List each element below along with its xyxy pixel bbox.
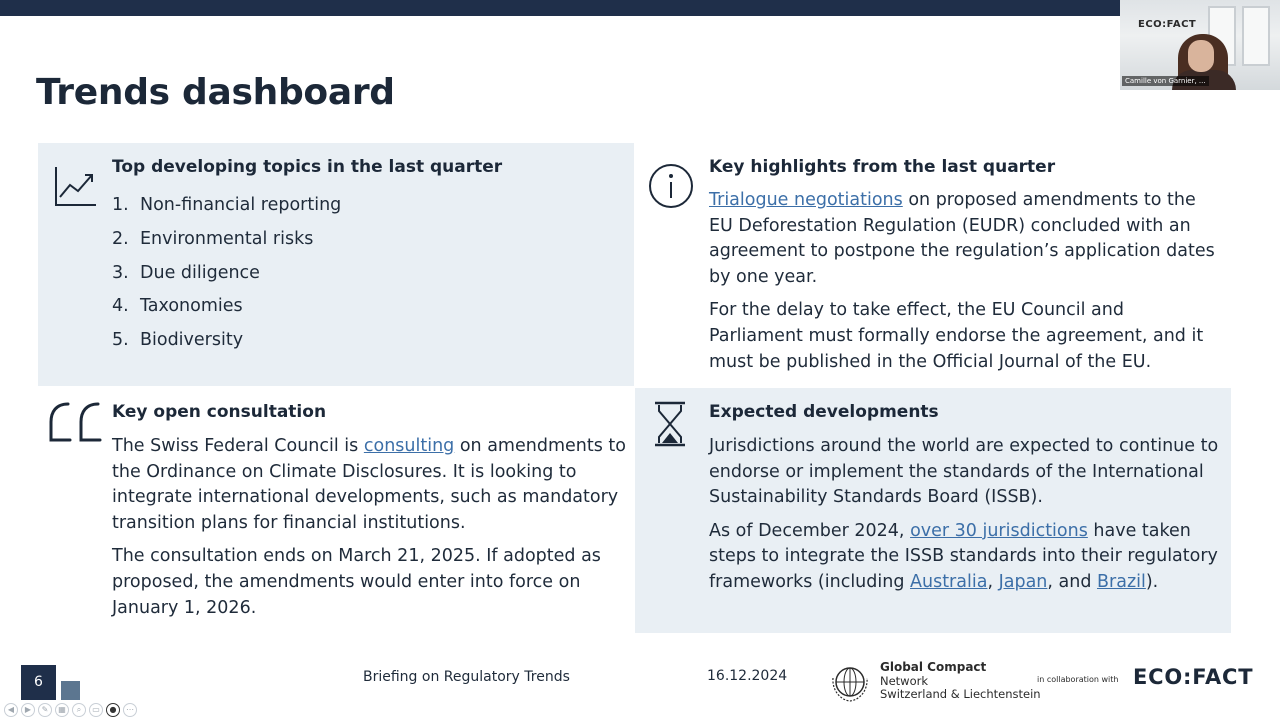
zoom-icon[interactable]: ⌕ [72,703,86,717]
more-options-icon[interactable]: ⋯ [123,703,137,717]
back-icon[interactable]: ◀ [4,703,18,717]
brazil-link[interactable]: Brazil [1097,571,1146,592]
info-icon [648,163,694,209]
participant-video-tile[interactable] [1120,0,1280,90]
consultation-panel [38,388,634,633]
footer-accent-square [61,681,80,700]
video-background-window [1242,6,1270,66]
consultation-heading: Key open consultation [112,402,327,422]
ecofact-logo: ECO:FACT [1133,665,1254,689]
highlights-heading: Key highlights from the last quarter [709,157,1056,177]
footer-title: Briefing on Regulatory Trends [363,669,570,685]
list-item: 3. Due diligence [112,262,260,283]
trend-line-icon [54,165,98,207]
un-globe-icon [828,660,872,704]
list-item: 2. Environmental risks [112,228,314,249]
hourglass-icon [653,401,687,447]
global-compact-logo [828,660,1041,704]
list-item: 4. Taxonomies [112,296,243,317]
quote-icon [48,402,102,442]
australia-link[interactable]: Australia [910,571,988,592]
global-compact-region: Switzerland & Liechtenstein [880,687,1041,701]
video-ecofact-logo: ECO:FACT [1138,19,1197,30]
trialogue-link[interactable]: Trialogue negotiations [709,190,903,210]
developments-panel [635,388,1231,633]
topics-panel [38,143,634,386]
developments-paragraph: As of December 2024, over 30 jurisdictions have taken steps to integrate the ISSB standards into their regulatory frameworks (including Australia, Japan, and Brazil). [709,520,1218,592]
footer-date: 16.12.2024 [707,668,788,684]
participant-name-caption: Camille von Garnier, ... [1122,76,1209,86]
top-banner [0,0,1120,16]
developments-heading: Expected developments [709,402,939,422]
consultation-paragraph: The Swiss Federal Council is consulting on amendments to the Ordinance on Climate Disclosures. It is looking to integrate international developments, such as mandatory transition plans for financial institutions. [112,436,626,533]
consultation-body [112,434,627,629]
highlights-body [709,188,1219,383]
participant-face [1188,40,1214,72]
subtitles-icon[interactable]: ▭ [89,703,103,717]
camera-icon[interactable]: ● [106,703,120,717]
global-compact-network: Network [880,674,929,688]
highlights-paragraph: For the delay to take effect, the EU Council and Parliament must formally endorse the agreement, and it must be published in the Official Journal of the EU. [709,300,1204,372]
highlights-paragraph: Trialogue negotiations on proposed amendments to the EU Deforestation Regulation (EUDR) concluded with an agreement to postpone the regulation’s application dates by one year. [709,190,1215,287]
pen-icon[interactable]: ✎ [38,703,52,717]
slides-icon[interactable]: ▦ [55,703,69,717]
consulting-link[interactable]: consulting [363,436,455,456]
developments-body [709,434,1221,604]
slideshow-controls [4,703,137,717]
jurisdictions-link[interactable]: over 30 jurisdictions [910,520,1088,541]
page-number: 6 [21,665,56,700]
list-item: 1. Non-financial reporting [112,195,342,215]
play-icon[interactable]: ▶ [21,703,35,717]
japan-link[interactable]: Japan [998,571,1048,592]
slide-title: Trends dashboard [36,72,395,113]
topics-list [112,193,341,362]
highlights-panel [635,143,1231,386]
topics-heading: Top developing topics in the last quarter [112,157,503,177]
developments-paragraph: Jurisdictions around the world are expected to continue to endorse or implement the standards of the International Sustainability Standards Board (ISSB). [709,436,1219,508]
consultation-paragraph: The consultation ends on March 21, 2025. If adopted as proposed, the amendments would enter into force on January 1, 2026. [112,546,601,618]
list-item: 5. Biodiversity [112,330,244,351]
collaboration-label: in collaboration with [1037,675,1119,684]
global-compact-name: Global Compact [880,660,987,674]
